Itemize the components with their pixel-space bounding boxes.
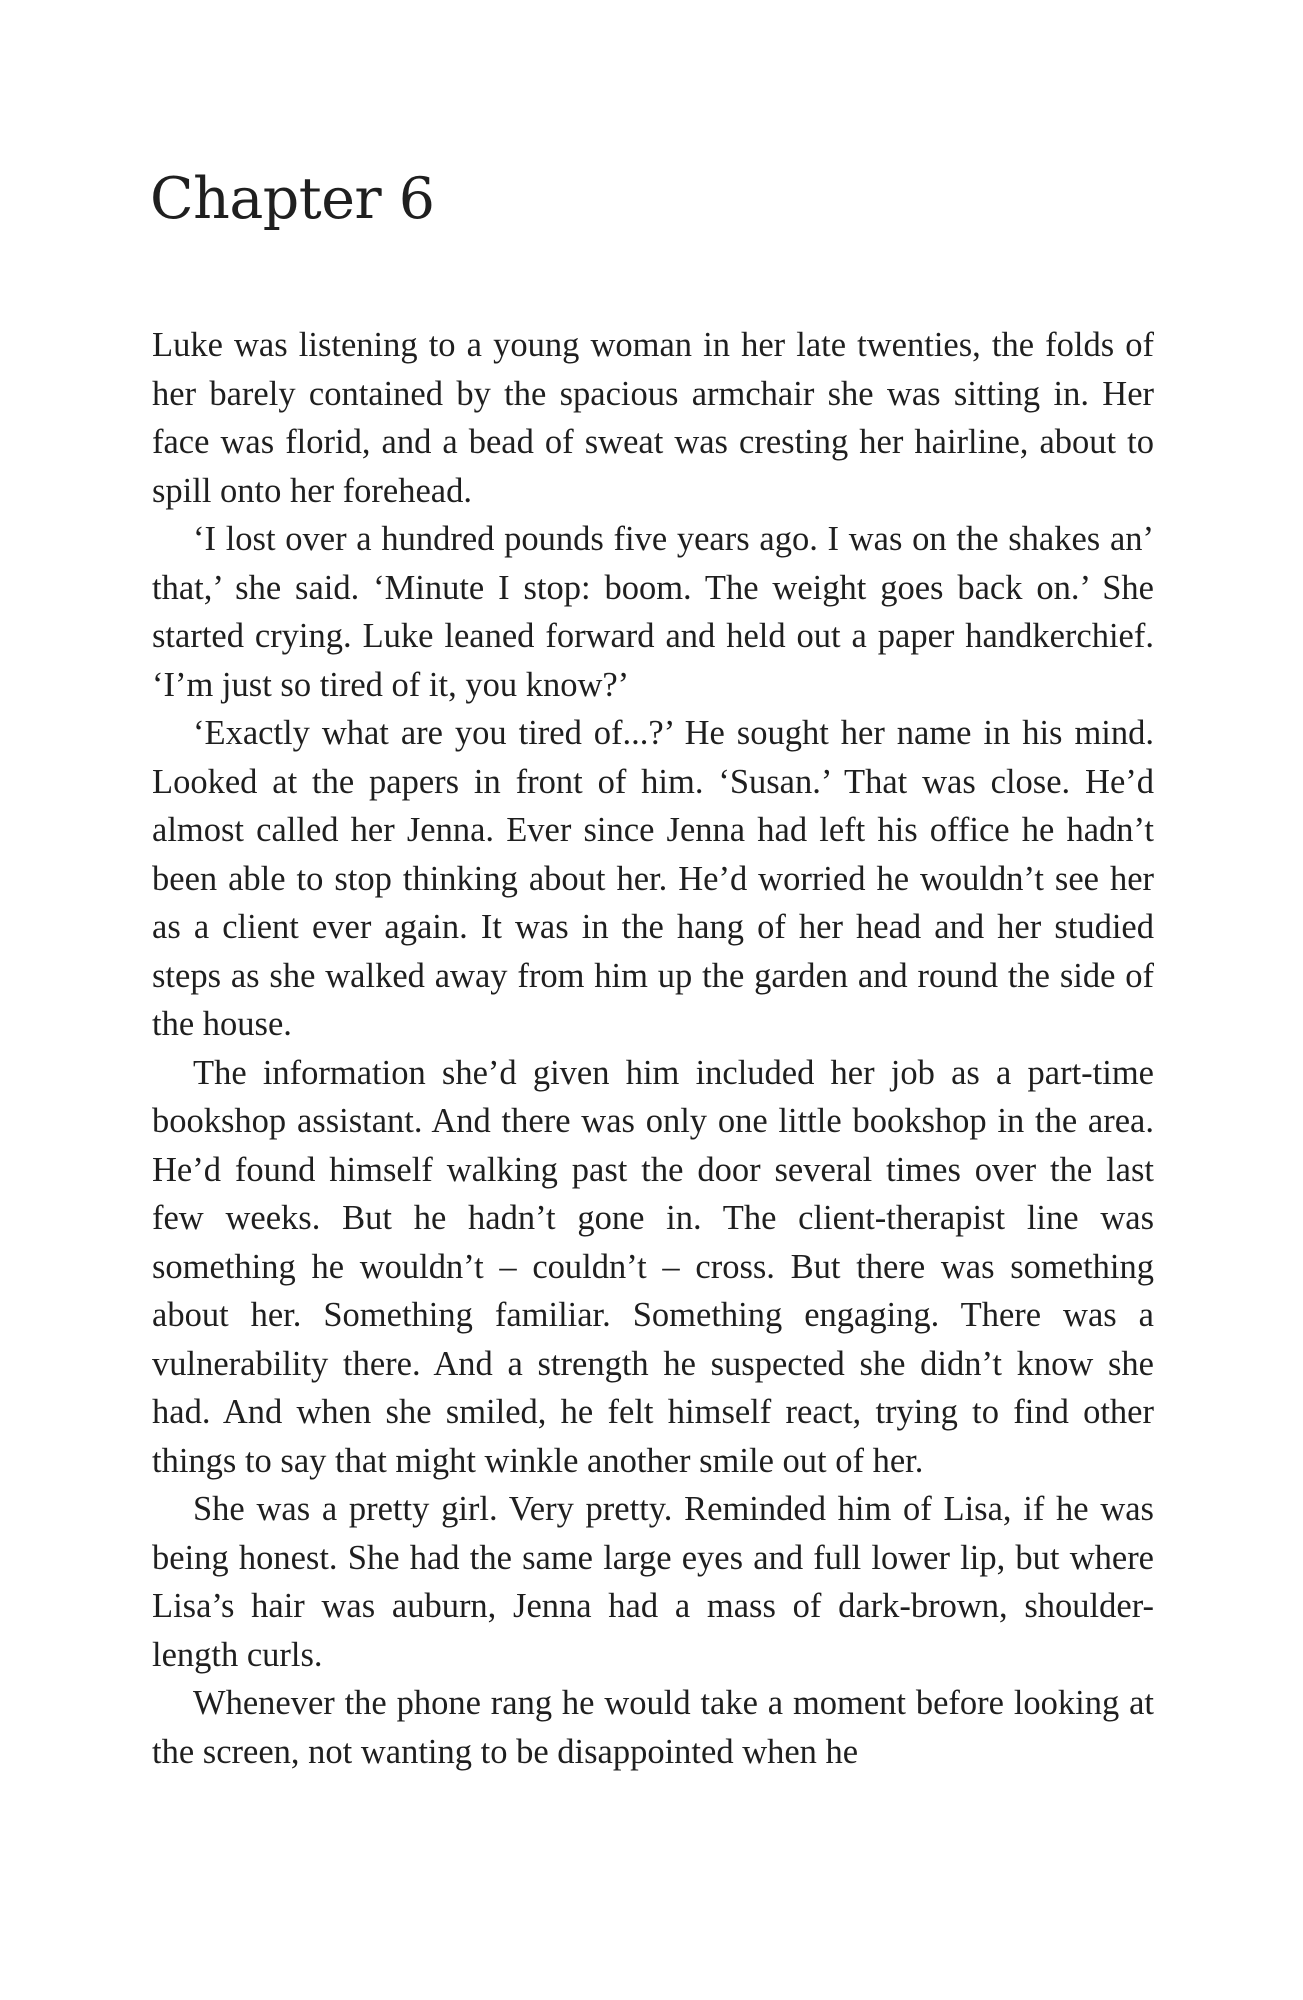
paragraph-1: Luke was listening to a young woman in her late twenties, the folds of her barely contained by the spacious armchair she was sitting in. Her face was florid, and a bead of sweat was cresting her hairline, about to spill onto her forehead. [152, 326, 1154, 510]
paragraph-3: ‘Exactly what are you tired of...?’ He sought her name in his mind. Looked at the papers in front of him. ‘Susan.’ That was close. He’d almost called her Jenna. Ever since Jenna had left his office he hadn’t been able to stop thinking about her. He’d worried he wouldn’t see her as a client ever again. It was in the hang of her head and her studied steps as she walked away from him up the garden and round the side of the house. [152, 714, 1154, 1043]
paragraph-2: ‘I lost over a hundred pounds five years ago. I was on the shakes an’ that,’ she said. ‘Minute I stop: boom. The weight goes back on.’ She started crying. Luke leaned forward and held out a paper handkerchief. ‘I’m just so tired of it, you know?’ [152, 520, 1154, 704]
chapter-title: Chapter 6 [150, 166, 435, 232]
paragraph-6: Whenever the phone rang he would take a moment before looking at the screen, not wanting to be disappointed when he [152, 1684, 1154, 1771]
paragraph-4: The information she’d given him included her job as a part-time bookshop assistant. And there was only one little bookshop in the area. He’d found himself walking past the door several times over the last few weeks. But he hadn’t gone in. The client-therapist line was something he wouldn’t – couldn’t – cross. But there was something about her. Something familiar. Something engaging. There was a vulnerability there. And a strength he suspected she didn’t know she had. And when she smiled, he felt himself react, trying to find other things to say that might winkle another smile out of her. [152, 1053, 1154, 1480]
paragraph-5: She was a pretty girl. Very pretty. Reminded him of Lisa, if he was being honest. She had the same large eyes and full lower lip, but where Lisa’s hair was auburn, Jenna had a mass of dark-brown, shoulder-length curls. [152, 1490, 1154, 1674]
chapter-body [152, 321, 1154, 1776]
